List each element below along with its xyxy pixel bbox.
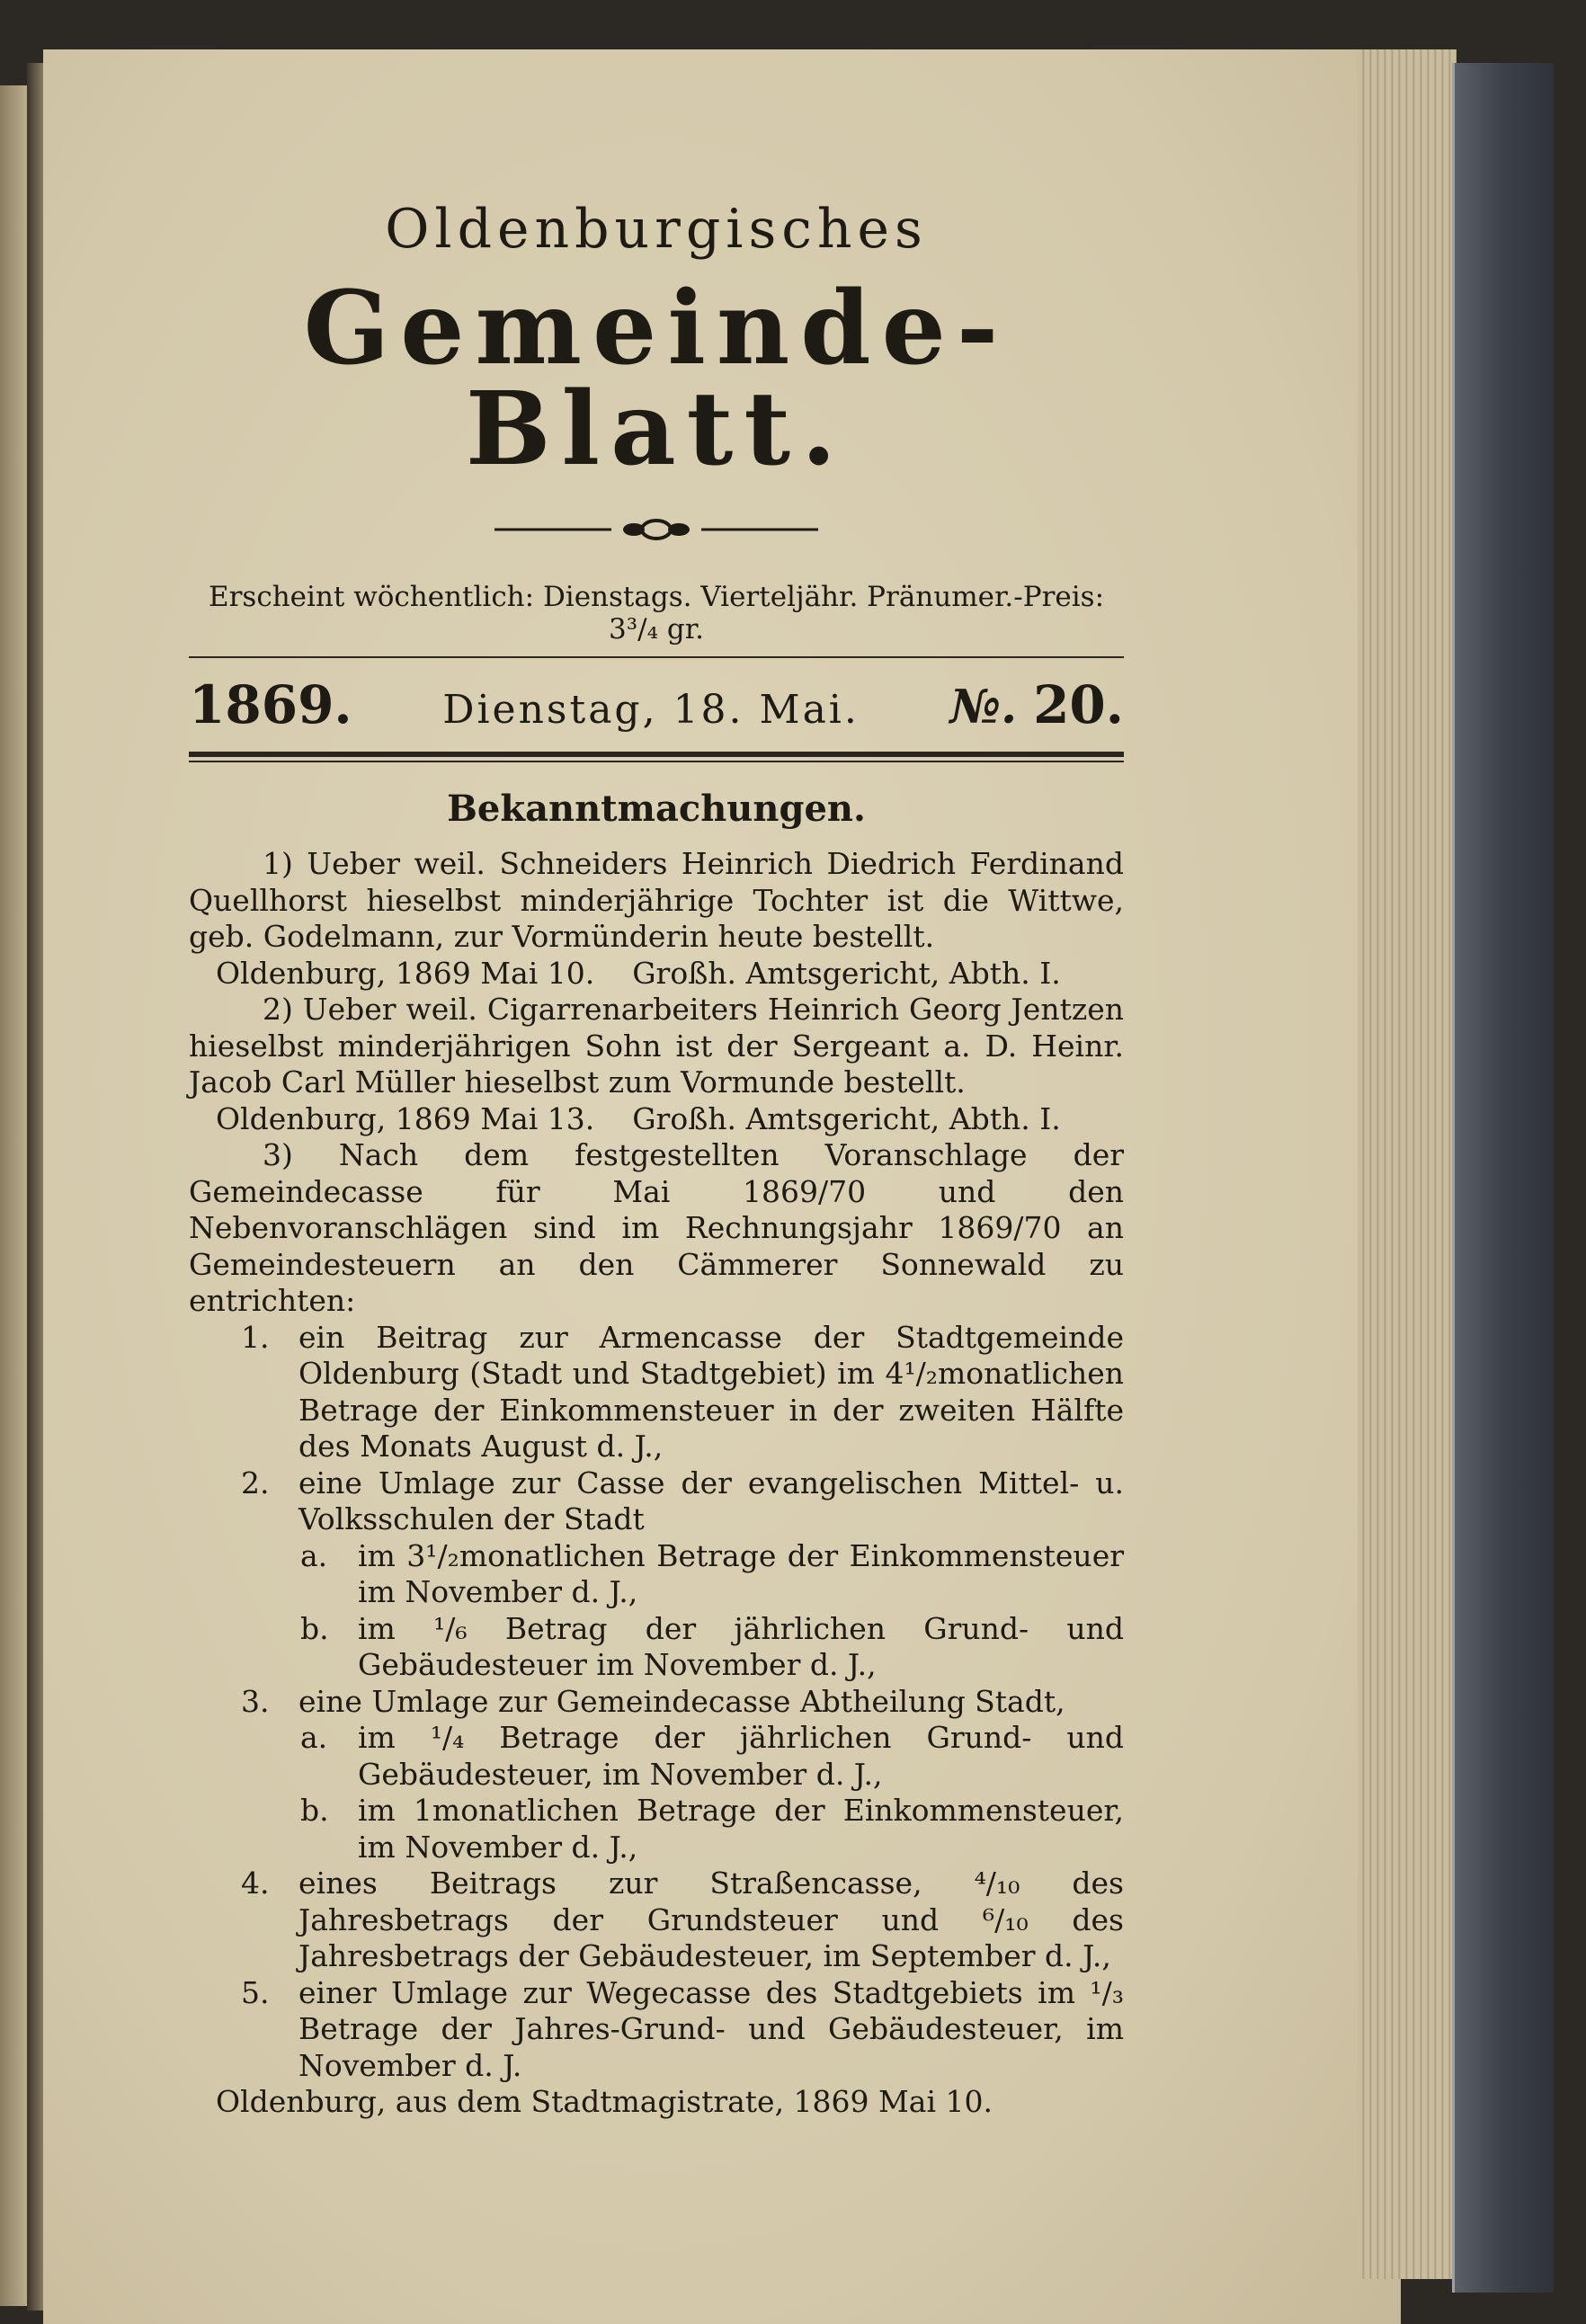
notices <box>189 846 1124 2121</box>
item-text: eines Beitrags zur Straßencasse, ⁴/₁₀ des Jahresbetrags der Grundsteuer und ⁶/₁₀ des Jahresbetrags der Gebäudesteuer, im September d. J., <box>298 1865 1124 1973</box>
list-item <box>189 1975 1124 2085</box>
notice-2: 2) Ueber weil. Cigarrenarbeiters Heinrich Georg Jentzen hieselbst minderjährigen Sohn ist der Sergeant a. D. Heinr. Jacob Carl Müller hieselbst zum Vormunde bestellt. <box>189 992 1124 1100</box>
subitem-letter: b. <box>300 1610 329 1646</box>
double-rule <box>189 752 1124 762</box>
item-number: 4. <box>241 1865 270 1901</box>
list-item <box>189 1465 1124 1538</box>
notice-1: 1) Ueber weil. Schneiders Heinrich Diedrich Ferdinand Quellhorst hieselbst minderjährige Tochter ist die Wittwe, geb. Godelmann, zur Vormünderin heute bestellt. <box>189 846 1124 954</box>
item-number: 2. <box>241 1465 270 1500</box>
notice-2-signature: Oldenburg, 1869 Mai 13. Großh. Amtsgericht, Abth. I. <box>216 1100 1061 1136</box>
sub-list-item <box>189 1720 1124 1793</box>
ornament-divider <box>495 516 818 543</box>
sub-list-item <box>189 1793 1124 1865</box>
page-edges <box>1358 49 1457 2279</box>
item-text: eine Umlage zur Gemeindecasse Abtheilung Stadt, <box>298 1683 1065 1719</box>
item-number: 1. <box>241 1319 270 1355</box>
notice-3: 3) Nach dem festgestellten Voranschlage der Gemeindecasse für Mai 1869/70 und den Nebenvoranschlägen sind im Rechnungsjahr 1869/70 an Gemeindesteuern an den Cämmerer Sonnewald zu entrichten: <box>189 1137 1124 1318</box>
item-number: 3. <box>241 1683 270 1719</box>
newspaper-content <box>189 171 1124 2121</box>
subitem-text: im 1monatlichen Betrage der Einkommensteuer, im November d. J., <box>358 1793 1124 1865</box>
subitem-text: im 3¹/₂monatlichen Betrage der Einkommensteuer im November d. J., <box>358 1537 1124 1609</box>
subscription-line: Erscheint wöchentlich: Dienstags. Vierteljähr. Pränumer.-Preis: 3³/₄ gr. <box>189 581 1124 658</box>
list-item <box>189 1684 1124 1721</box>
masthead-subtitle: Oldenburgisches <box>385 198 928 261</box>
number-sign: №. <box>949 680 1018 735</box>
section-title: Bekanntmachungen. <box>447 788 866 830</box>
masthead-title: Gemeinde-Blatt. <box>303 270 1010 488</box>
issue-line <box>189 674 1124 752</box>
subitem-letter: b. <box>300 1793 329 1828</box>
item-number: 5. <box>241 1974 270 2010</box>
item-text: ein Beitrag zur Armencasse der Stadtgemeinde Oldenburg (Stadt und Stadtgebiet) im 4¹/₂monatlichen Betrage der Einkommensteuer in der zweiten Hälfte des Monats August d. J., <box>298 1319 1124 1464</box>
subitem-text: im ¹/₄ Betrage der jährlichen Grund- und Gebäudesteuer, im November d. J., <box>358 1720 1124 1792</box>
subitem-letter: a. <box>300 1537 328 1573</box>
subitem-text: im ¹/₆ Betrag der jährlichen Grund- und Gebäudesteuer im November d. J., <box>358 1610 1124 1682</box>
sub-list-item <box>189 1538 1124 1611</box>
issue-number-value: 20. <box>1033 674 1124 735</box>
item-text: einer Umlage zur Wegecasse des Stadtgebiets im ¹/₃ Betrage der Jahres-Grund- und Gebäudesteuer, im November d. J. <box>298 1974 1124 2083</box>
list-item <box>189 1865 1124 1975</box>
book-cover <box>1452 63 1554 2293</box>
list-item <box>189 1320 1124 1465</box>
sub-list-item <box>189 1611 1124 1684</box>
issue-year: 1869. <box>189 674 352 735</box>
notice-1-signature: Oldenburg, 1869 Mai 10. Großh. Amtsgericht, Abth. I. <box>216 955 1061 991</box>
issue-date: Dienstag, 18. Mai. <box>442 687 860 733</box>
final-signature: Oldenburg, aus dem Stadtmagistrate, 1869 Mai 10. <box>216 2084 993 2119</box>
subitem-letter: a. <box>300 1720 328 1755</box>
item-text: eine Umlage zur Casse der evangelischen Mittel- u. Volksschulen der Stadt <box>298 1465 1124 1536</box>
issue-number <box>949 674 1124 735</box>
